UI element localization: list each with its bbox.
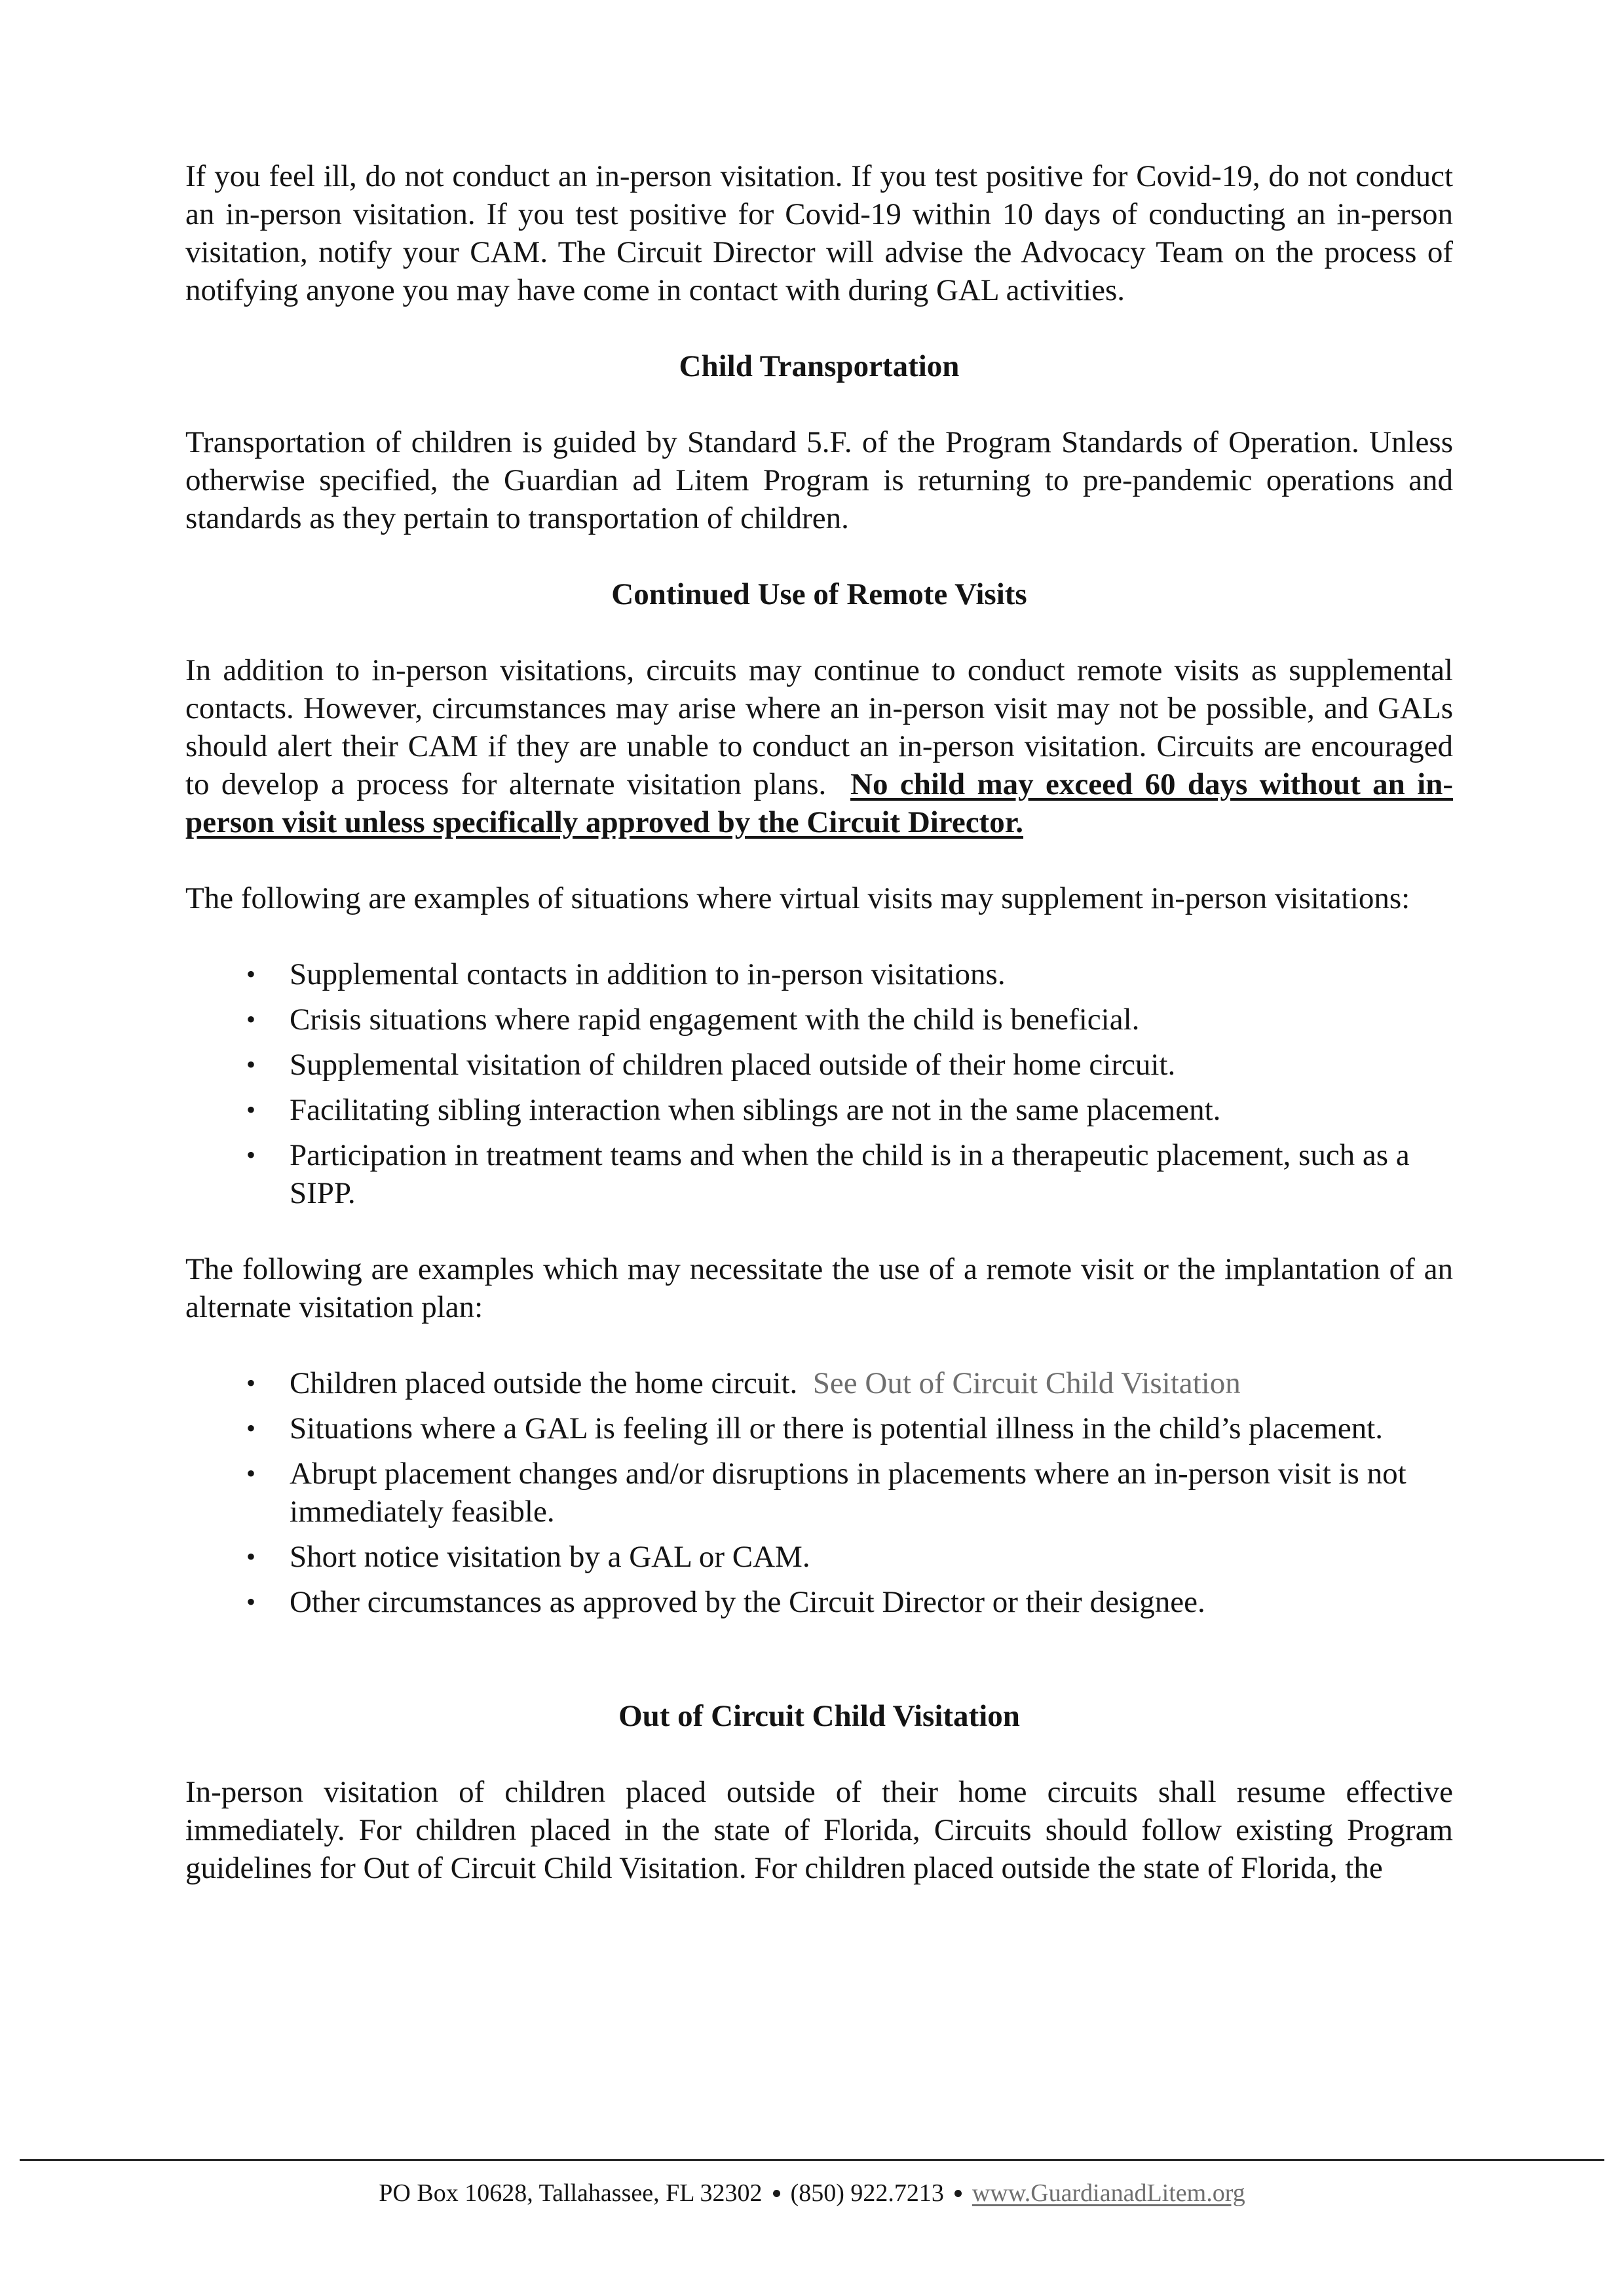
- footer-address: PO Box 10628, Tallahassee, FL 32302: [379, 2179, 763, 2207]
- bullet-icon: •: [246, 1413, 256, 1443]
- list-item: [185, 1364, 1453, 1402]
- separator-dot-icon: [773, 2190, 780, 2197]
- bullet-icon: •: [246, 1459, 256, 1488]
- section-heading-remote-visits: Continued Use of Remote Visits: [611, 577, 1027, 611]
- bullet-icon: •: [246, 1140, 256, 1170]
- list-item: [185, 1091, 1453, 1129]
- footer-website-link[interactable]: www.GuardianadLitem.org: [972, 2179, 1245, 2207]
- bullet-icon: •: [246, 1542, 256, 1571]
- list-item: [185, 1538, 1453, 1576]
- remote-visits-text: In addition to in-person visitations, circuits may continue to conduct remote visits as supplemental contacts. However, circumstances may arise where an in-person visit may not be possible, and GALs should alert their CAM if they are unable to conduct an in-person visitation. Circuits are encouraged to develop a process for alternate visitation plans.: [185, 653, 1453, 801]
- list-item-text: Supplemental contacts in addition to in-person visitations.: [290, 957, 1006, 991]
- transportation-paragraph: Transportation of children is guided by Standard 5.F. of the Program Standards of Operation. Unless otherwise specified, the Guardian ad Litem Program is returning to pre-pandemic operations and standards as they pertain to transportation of children.: [185, 425, 1453, 535]
- list-item: [185, 1583, 1453, 1621]
- list-item-text: Participation in treatment teams and when the child is in a therapeutic placement, such as a SIPP.: [290, 1138, 1410, 1210]
- supplement-list: [185, 955, 1453, 1212]
- list-item: [185, 1046, 1453, 1084]
- list-item-text: Situations where a GAL is feeling ill or there is potential illness in the child’s placement.: [290, 1411, 1383, 1445]
- supplement-intro: The following are examples of situations where virtual visits may supplement in-person visitations:: [185, 881, 1410, 915]
- footer: [0, 2179, 1624, 2208]
- list-item-text: Crisis situations where rapid engagement with the child is beneficial.: [290, 1003, 1140, 1037]
- remote-visits-paragraph: [185, 651, 1453, 841]
- footer-divider: [20, 2159, 1604, 2161]
- list-item-text: Children placed outside the home circuit.: [290, 1366, 798, 1400]
- bullet-icon: •: [246, 1095, 256, 1124]
- out-of-circuit-paragraph: In-person visitation of children placed outside of their home circuits shall resume effective immediately. For children placed in the state of Florida, Circuits should follow existing Program guidelines for Out of Circuit Child Visitation. For children placed outside the state of Florida, the: [185, 1775, 1453, 1885]
- list-item-text: Abrupt placement changes and/or disruptions in placements where an in-person visit is not immediately feasible.: [290, 1457, 1407, 1529]
- emphasized-requirement: No child may exceed 60 days without an in-person visit unless specifically approved by the Circuit Director.: [185, 767, 1453, 839]
- intro-paragraph: If you feel ill, do not conduct an in-person visitation. If you test positive for Covid-19, do not conduct an in-person visitation. If you test positive for Covid-19 within 10 days of conducting an in-person visitation, notify your CAM. The Circuit Director will advise the Advocacy Team on the process of notifying anyone you may have come in contact with during GAL activities.: [185, 159, 1453, 307]
- cross-reference-link[interactable]: See Out of Circuit Child Visitation: [812, 1366, 1241, 1400]
- bullet-icon: •: [246, 1587, 256, 1617]
- section-heading-transportation: Child Transportation: [679, 349, 960, 383]
- list-item: [185, 955, 1453, 993]
- list-item-text: Facilitating sibling interaction when siblings are not in the same placement.: [290, 1093, 1221, 1127]
- bullet-icon: •: [246, 1004, 256, 1034]
- list-item-text: Supplemental visitation of children placed outside of their home circuit.: [290, 1048, 1176, 1082]
- footer-phone: (850) 922.7213: [790, 2179, 944, 2207]
- list-item: [185, 1136, 1453, 1212]
- bullet-icon: •: [246, 959, 256, 989]
- list-item: [185, 1455, 1453, 1531]
- bullet-icon: •: [246, 1050, 256, 1079]
- remote-intro: The following are examples which may necessitate the use of a remote visit or the implantation of an alternate visitation plan:: [185, 1252, 1453, 1324]
- list-item-text: Other circumstances as approved by the Circuit Director or their designee.: [290, 1585, 1205, 1619]
- list-item: [185, 1001, 1453, 1039]
- list-item-text: Short notice visitation by a GAL or CAM.: [290, 1540, 810, 1574]
- document-body: [185, 157, 1453, 1887]
- list-item: [185, 1409, 1453, 1447]
- separator-dot-icon: [954, 2190, 962, 2197]
- section-heading-out-of-circuit: Out of Circuit Child Visitation: [618, 1699, 1020, 1733]
- remote-list: [185, 1364, 1453, 1621]
- bullet-icon: •: [246, 1368, 256, 1398]
